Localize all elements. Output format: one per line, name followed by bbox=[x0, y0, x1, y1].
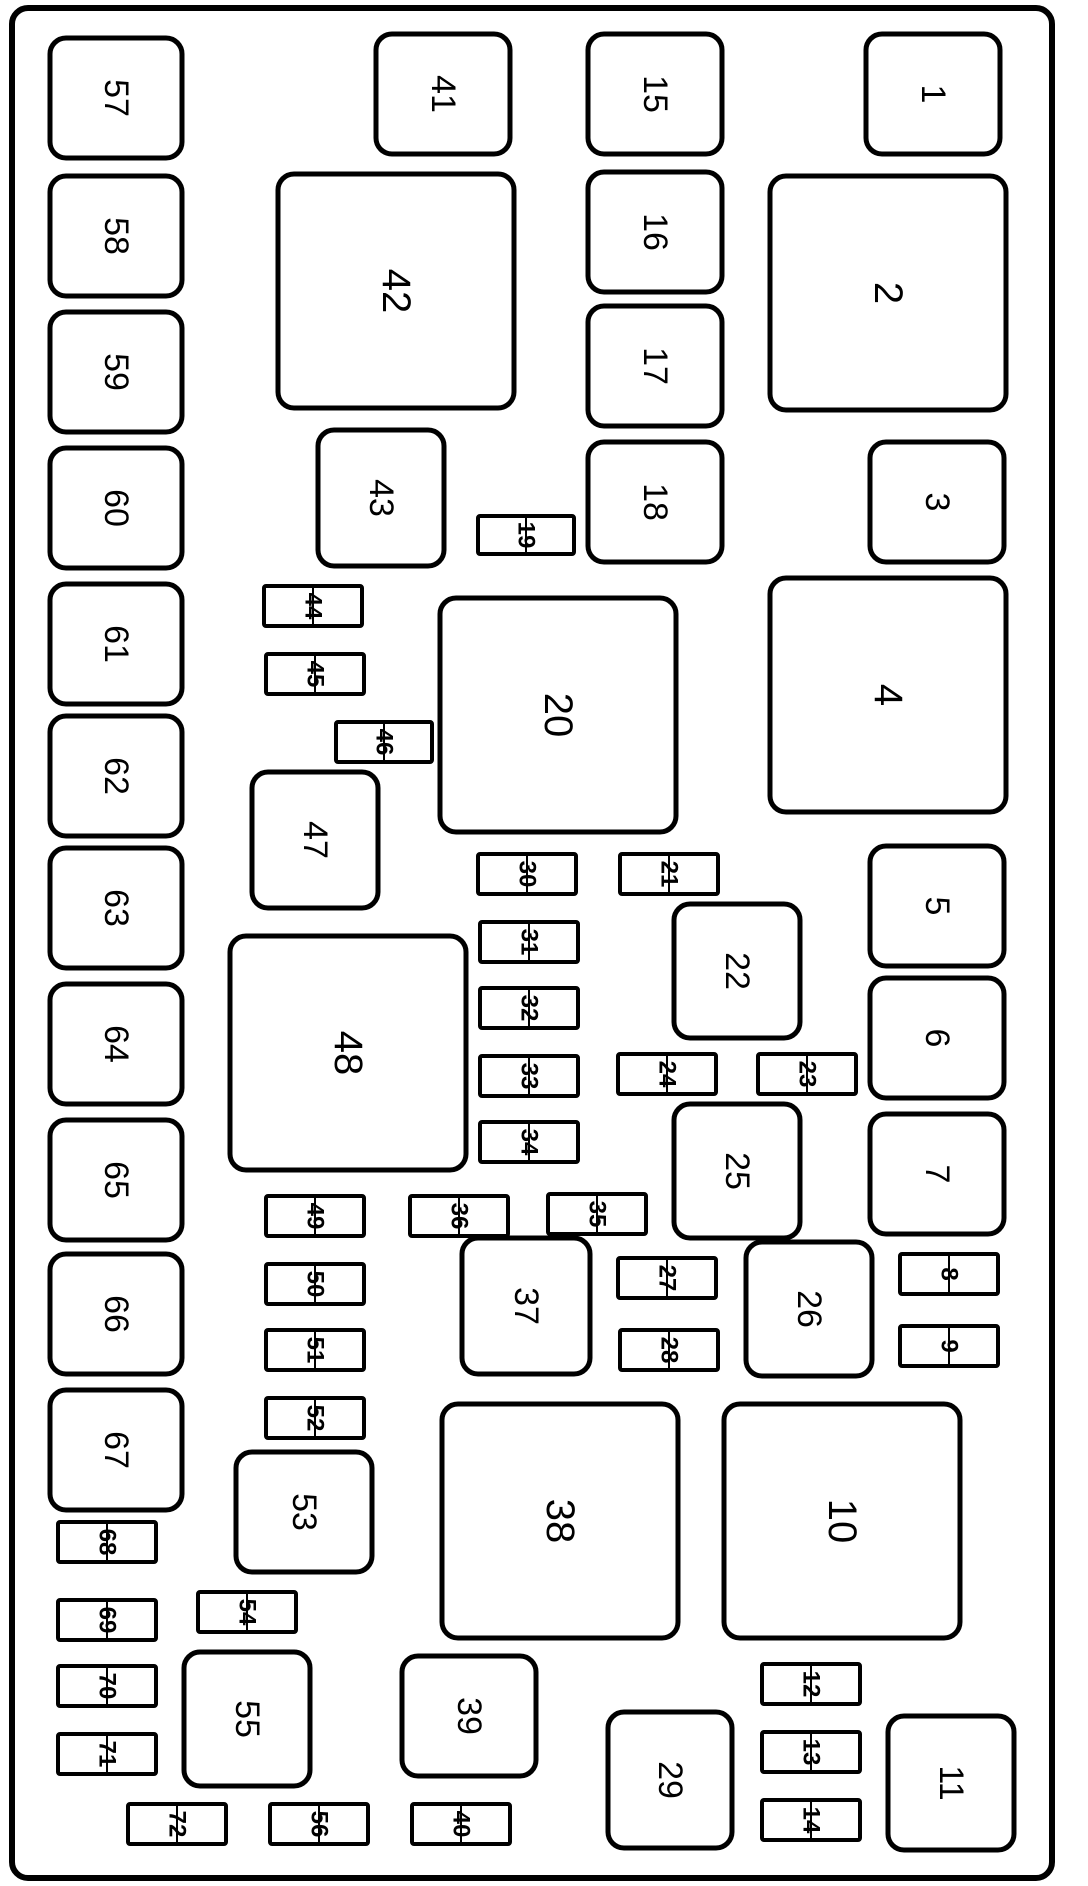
fuse-4 bbox=[770, 578, 1006, 812]
mini-fuse-50-label: 50 bbox=[301, 1270, 329, 1298]
fuse-57 bbox=[50, 38, 182, 158]
mini-fuse-9-label: 9 bbox=[935, 1339, 963, 1353]
fuse-67-label: 67 bbox=[97, 1431, 135, 1469]
fuse-63-label: 63 bbox=[97, 889, 135, 927]
fuse-15-label: 15 bbox=[636, 75, 674, 113]
mini-fuse-13-label: 13 bbox=[797, 1738, 825, 1766]
mini-fuse-68 bbox=[58, 1522, 156, 1562]
fuse-61-label: 61 bbox=[97, 625, 135, 663]
mini-fuse-54 bbox=[198, 1592, 296, 1632]
fuse-7 bbox=[870, 1114, 1004, 1234]
fuse-26-label: 26 bbox=[790, 1290, 828, 1328]
mini-fuse-19 bbox=[478, 516, 574, 554]
fuse-18-label: 18 bbox=[636, 483, 674, 521]
mini-fuse-49-label: 49 bbox=[301, 1202, 329, 1230]
fuse-42 bbox=[278, 174, 514, 408]
mini-fuse-51-label: 51 bbox=[301, 1336, 329, 1364]
fuse-53-label: 53 bbox=[285, 1493, 323, 1531]
fuse-29 bbox=[608, 1712, 732, 1848]
mini-fuse-49 bbox=[266, 1196, 364, 1236]
fuse-22-label: 22 bbox=[718, 952, 756, 990]
fuse-39 bbox=[402, 1656, 536, 1776]
fuse-62-label: 62 bbox=[97, 757, 135, 795]
mini-fuse-52 bbox=[266, 1398, 364, 1438]
mini-fuse-56 bbox=[270, 1804, 368, 1844]
fuse-17 bbox=[588, 306, 722, 426]
mini-fuse-35-label: 35 bbox=[583, 1200, 611, 1228]
mini-fuse-69 bbox=[58, 1600, 156, 1640]
mini-fuse-45-label: 45 bbox=[301, 660, 329, 688]
fuse-16-label: 16 bbox=[636, 213, 674, 251]
fuse-43 bbox=[318, 430, 444, 566]
mini-fuse-31 bbox=[480, 922, 578, 962]
mini-fuse-34-label: 34 bbox=[515, 1128, 543, 1156]
fuse-25 bbox=[674, 1104, 800, 1238]
fuse-10 bbox=[724, 1404, 960, 1638]
fuse-55-label: 55 bbox=[228, 1700, 266, 1738]
mini-fuse-9 bbox=[900, 1326, 998, 1366]
fuse-37-label: 37 bbox=[507, 1287, 545, 1325]
mini-fuse-70 bbox=[58, 1666, 156, 1706]
mini-fuse-50 bbox=[266, 1264, 364, 1304]
fuse-59 bbox=[50, 312, 182, 432]
mini-fuse-46-label: 46 bbox=[370, 728, 398, 756]
mini-fuse-36 bbox=[410, 1196, 508, 1236]
fuse-20-label: 20 bbox=[536, 692, 580, 738]
fuse-59-label: 59 bbox=[97, 353, 135, 391]
fuse-6 bbox=[870, 978, 1004, 1098]
mini-fuse-44-label: 44 bbox=[299, 592, 327, 620]
mini-fuse-44 bbox=[264, 586, 362, 626]
mini-fuse-28 bbox=[620, 1330, 718, 1370]
fuse-15 bbox=[588, 34, 722, 154]
fuse-63 bbox=[50, 848, 182, 968]
mini-fuse-31-label: 31 bbox=[515, 928, 543, 956]
mini-fuse-32 bbox=[480, 988, 578, 1028]
mini-fuse-19-label: 19 bbox=[512, 521, 540, 549]
mini-fuse-70-label: 70 bbox=[93, 1672, 121, 1700]
mini-fuse-34 bbox=[480, 1122, 578, 1162]
fuse-38-label: 38 bbox=[538, 1498, 582, 1544]
mini-fuse-51 bbox=[266, 1330, 364, 1370]
fuse-17-label: 17 bbox=[636, 347, 674, 385]
fuse-61 bbox=[50, 584, 182, 704]
fuse-58 bbox=[50, 176, 182, 296]
mini-fuse-14 bbox=[762, 1800, 860, 1840]
fuse-25-label: 25 bbox=[718, 1152, 756, 1190]
mini-fuse-71-label: 71 bbox=[93, 1740, 121, 1768]
mini-fuse-12-label: 12 bbox=[797, 1670, 825, 1698]
fuse-43-label: 43 bbox=[362, 479, 400, 517]
fuse-58-label: 58 bbox=[97, 217, 135, 255]
mini-fuse-45 bbox=[266, 654, 364, 694]
fuse-16 bbox=[588, 172, 722, 292]
mini-fuse-21-label: 21 bbox=[655, 860, 683, 888]
mini-fuse-27-label: 27 bbox=[653, 1264, 681, 1292]
fuse-47-label: 47 bbox=[296, 821, 334, 859]
fuse-42-label: 42 bbox=[374, 268, 418, 314]
mini-fuse-33-label: 33 bbox=[515, 1062, 543, 1090]
fuse-10-label: 10 bbox=[820, 1498, 864, 1544]
fuse-53 bbox=[236, 1452, 372, 1572]
mini-fuse-30 bbox=[478, 854, 576, 894]
mini-fuse-56-label: 56 bbox=[305, 1810, 333, 1838]
fuse-5-label: 5 bbox=[918, 896, 956, 916]
mini-fuse-32-label: 32 bbox=[515, 994, 543, 1022]
fuse-18 bbox=[588, 442, 722, 562]
mini-fuse-72 bbox=[128, 1804, 226, 1844]
mini-fuse-14-label: 14 bbox=[797, 1806, 825, 1834]
fuse-55 bbox=[184, 1652, 310, 1786]
mini-fuse-69-label: 69 bbox=[93, 1606, 121, 1634]
fuse-57-label: 57 bbox=[97, 79, 135, 117]
mini-fuse-24-label: 24 bbox=[653, 1060, 681, 1088]
fuse-26 bbox=[746, 1242, 872, 1376]
fuse-11-label: 11 bbox=[932, 1765, 970, 1801]
fuse-5 bbox=[870, 846, 1004, 966]
fuse-39-label: 39 bbox=[450, 1697, 488, 1735]
mini-fuse-68-label: 68 bbox=[93, 1528, 121, 1556]
mini-fuse-21 bbox=[620, 854, 718, 894]
fuse-1 bbox=[866, 34, 1000, 154]
mini-fuse-46 bbox=[336, 722, 432, 762]
fuse-38 bbox=[442, 1404, 678, 1638]
mini-fuse-13 bbox=[762, 1732, 860, 1772]
fuse-65-label: 65 bbox=[97, 1161, 135, 1199]
mini-fuse-33 bbox=[480, 1056, 578, 1096]
mini-fuse-8-label: 8 bbox=[935, 1267, 963, 1281]
mini-fuse-23-label: 23 bbox=[793, 1060, 821, 1088]
fuse-22 bbox=[674, 904, 800, 1038]
mini-fuse-40-label: 40 bbox=[447, 1810, 475, 1838]
fuse-3 bbox=[870, 442, 1004, 562]
fuse-62 bbox=[50, 716, 182, 836]
mini-fuse-30-label: 30 bbox=[513, 860, 541, 888]
mini-fuse-40 bbox=[412, 1804, 510, 1844]
fuse-47 bbox=[252, 772, 378, 908]
fuse-66-label: 66 bbox=[97, 1295, 135, 1333]
fuse-7-label: 7 bbox=[918, 1164, 956, 1184]
fuse-64 bbox=[50, 984, 182, 1104]
fuse-6-label: 6 bbox=[918, 1028, 956, 1048]
fuse-64-label: 64 bbox=[97, 1025, 135, 1063]
fuse-48 bbox=[230, 936, 466, 1170]
fuse-48-label: 48 bbox=[326, 1030, 370, 1076]
fuse-1-label: 1 bbox=[914, 84, 952, 104]
mini-fuse-8 bbox=[900, 1254, 998, 1294]
fuse-60-label: 60 bbox=[97, 489, 135, 527]
fuse-11 bbox=[888, 1716, 1014, 1850]
fuse-29-label: 29 bbox=[651, 1761, 689, 1799]
fuse-65 bbox=[50, 1120, 182, 1240]
fuse-4-label: 4 bbox=[866, 683, 910, 707]
fuse-37 bbox=[462, 1238, 590, 1374]
fuse-41-label: 41 bbox=[424, 75, 462, 113]
fuse-20 bbox=[440, 598, 676, 832]
fuse-3-label: 3 bbox=[918, 492, 956, 512]
fuse-66 bbox=[50, 1254, 182, 1374]
mini-fuse-24 bbox=[618, 1054, 716, 1094]
mini-fuse-27 bbox=[618, 1258, 716, 1298]
mini-fuse-72-label: 72 bbox=[163, 1810, 191, 1838]
mini-fuse-35 bbox=[548, 1194, 646, 1234]
fuse-2-label: 2 bbox=[866, 281, 910, 305]
fuse-60 bbox=[50, 448, 182, 568]
mini-fuse-23 bbox=[758, 1054, 856, 1094]
mini-fuse-52-label: 52 bbox=[301, 1404, 329, 1432]
fuse-41 bbox=[376, 34, 510, 154]
fuse-67 bbox=[50, 1390, 182, 1510]
mini-fuse-28-label: 28 bbox=[655, 1336, 683, 1364]
mini-fuse-12 bbox=[762, 1664, 860, 1704]
fuse-2 bbox=[770, 176, 1006, 410]
mini-fuse-36-label: 36 bbox=[445, 1202, 473, 1230]
mini-fuse-71 bbox=[58, 1734, 156, 1774]
mini-fuse-54-label: 54 bbox=[233, 1598, 261, 1626]
